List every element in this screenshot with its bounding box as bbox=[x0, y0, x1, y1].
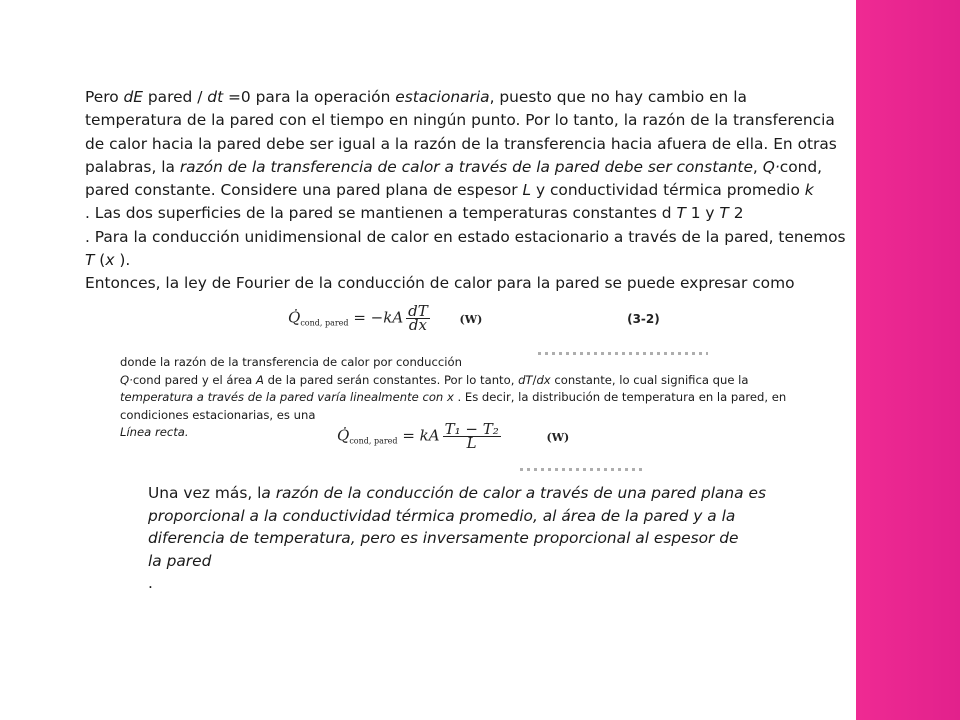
paragraph-conclusion bbox=[148, 482, 848, 595]
text-line: de calor hacia la pared debe ser igual a la razón de la transferencia hacia afuera de ella. En otras bbox=[85, 134, 837, 153]
text-line: Entonces, la ley de Fourier de la conducción de calor para la pared se puede expresar como bbox=[85, 274, 795, 293]
fraction-numerator: T₁ − T₂ bbox=[444, 420, 499, 438]
text-line: . bbox=[148, 574, 153, 592]
heat-rate-subscript: cond, pared bbox=[349, 436, 398, 446]
fourier-law-equation bbox=[288, 302, 660, 334]
text-line: Línea recta. bbox=[120, 425, 189, 440]
text-line: T (x ). bbox=[85, 251, 131, 270]
ka-term: kA bbox=[383, 308, 404, 327]
text-line: diferencia de temperatura, pero es inversamente proporcional al espesor de bbox=[148, 529, 739, 547]
equals-sign: = bbox=[397, 426, 420, 445]
text-line: la pared bbox=[148, 551, 212, 570]
linear-conduction-equation bbox=[337, 420, 570, 452]
fraction-numerator: dT bbox=[408, 302, 428, 320]
unit-label: (W) bbox=[459, 312, 483, 326]
text-line: temperatura de la pared con el tiempo en ningún punto. Por lo tanto, la razón de la transferencia bbox=[85, 111, 835, 130]
temperature-difference-fraction bbox=[443, 420, 501, 452]
text-line: donde la razón de la transferencia de calor por conducción bbox=[120, 355, 462, 369]
heat-rate-symbol: Q̇ bbox=[288, 308, 301, 327]
heat-rate-subscript: cond, pared bbox=[300, 318, 349, 328]
text-line: . Para la conducción unidimensional de calor en estado estacionario a través de la pared, tenemos bbox=[85, 227, 846, 246]
text-line: Q·cond pared y el área A de la pared serán constantes. Por lo tanto, dT/dx constante, lo cual significa que la bbox=[120, 372, 749, 387]
text-line: Pero dE pared / dt =0 para la operación estacionaria, puesto que no hay cambio en la bbox=[85, 88, 747, 106]
text-line: Una vez más, la razón de la conducción de calor a través de una pared plana es bbox=[148, 484, 766, 502]
text-line: temperatura a través de la pared varía linealmente con x . Es decir, la distribución de temperatura en la pared, en bbox=[120, 390, 787, 405]
fraction-denominator: dx bbox=[408, 316, 427, 334]
derivative-fraction bbox=[406, 302, 430, 334]
fraction-denominator: L bbox=[466, 434, 477, 452]
cropped-text-remnant bbox=[520, 468, 645, 471]
equals-sign: = − bbox=[348, 308, 384, 327]
text-line: condiciones estacionarias, es una bbox=[120, 407, 316, 422]
unit-label: (W) bbox=[546, 430, 570, 444]
text-line: proporcional a la conductividad térmica promedio, al área de la pared y a la bbox=[148, 506, 736, 525]
equation-number: (3-2) bbox=[627, 311, 660, 326]
text-line: . Las dos superficies de la pared se mantienen a temperaturas constantes d T 1 y T 2 bbox=[85, 204, 744, 223]
text-line: pared constante. Considere una pared plana de espesor L y conductividad térmica promedio k bbox=[85, 181, 814, 200]
paragraph-intro bbox=[85, 86, 915, 296]
heat-rate-symbol: Q̇ bbox=[337, 426, 350, 445]
ka-term: kA bbox=[419, 426, 440, 445]
text-line: palabras, la razón de la transferencia de calor a través de la pared debe ser constante, Q·cond, bbox=[85, 157, 823, 176]
